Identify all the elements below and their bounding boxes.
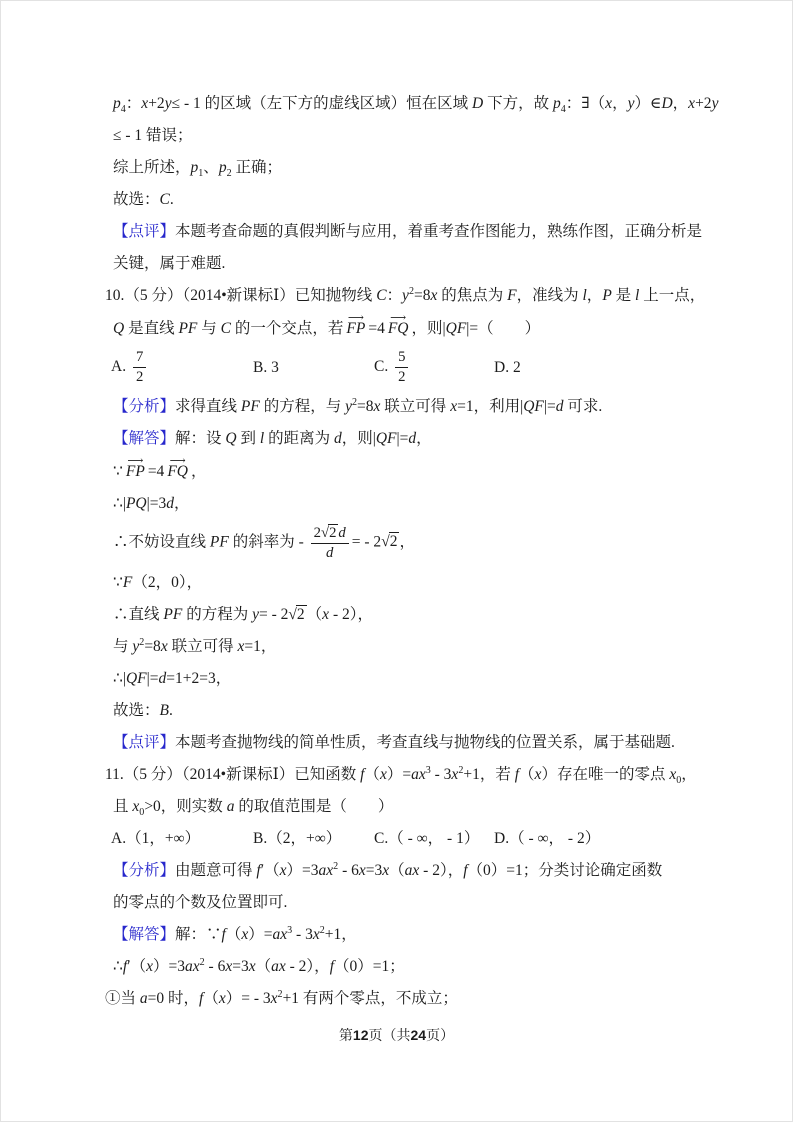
text-segment: - 2）， xyxy=(329,605,373,623)
text-segment: x xyxy=(237,637,245,655)
text-segment: ， xyxy=(586,287,603,304)
text-segment: ′（ xyxy=(127,957,147,975)
text-segment: =3 xyxy=(365,861,383,879)
text-segment: =4 xyxy=(147,462,165,480)
q10-options-row xyxy=(105,349,697,386)
text-segment: F xyxy=(507,287,517,304)
text-segment: +1 有两个零点，不成立； xyxy=(282,989,458,1007)
text-segment: x xyxy=(132,797,140,815)
text-segment: x xyxy=(688,95,696,112)
text-segment: （ xyxy=(519,765,535,783)
q11-options-row xyxy=(105,827,697,850)
text-segment: x xyxy=(146,957,153,975)
superscript: 2 xyxy=(408,285,414,297)
text-segment: D xyxy=(661,95,673,112)
subscript: 2 xyxy=(226,168,232,180)
text-segment: ′（ xyxy=(260,861,280,879)
vector-notation: ⟶ FQ xyxy=(167,459,188,483)
text-segment: 第 xyxy=(338,1029,353,1044)
text-segment: （ xyxy=(225,925,242,943)
text-segment: |=（ ） xyxy=(466,320,541,337)
text-segment: ， xyxy=(612,95,628,112)
text-segment: x xyxy=(534,765,542,783)
fraction-numerator xyxy=(311,524,349,544)
line-q9-summary xyxy=(105,156,697,179)
text-segment: =1， xyxy=(244,637,277,655)
text-segment: x xyxy=(141,95,149,112)
text-segment: 24 xyxy=(410,1027,427,1043)
text-segment: 的一个交点，若 xyxy=(231,320,344,337)
text-segment: f xyxy=(463,861,468,879)
text-segment: QF xyxy=(125,669,147,687)
text-segment: Q xyxy=(113,320,125,337)
sqrt-expression xyxy=(288,606,306,623)
line-q11-analysis-1 xyxy=(105,859,697,882)
line-q11-analysis-2 xyxy=(105,891,697,914)
text-segment: D.（ - ∞， - 2） xyxy=(494,829,601,847)
text-segment: ∵ xyxy=(113,573,123,591)
text-segment: ax xyxy=(271,957,286,975)
text-segment: C xyxy=(376,287,387,304)
text-segment: a xyxy=(139,989,148,1007)
text-segment: p xyxy=(113,95,121,112)
fraction-numerator xyxy=(133,349,146,368)
text-segment: |= xyxy=(396,429,409,447)
line-q10-review xyxy=(105,731,697,754)
text-segment: D xyxy=(472,95,484,112)
text-segment: x xyxy=(248,957,256,975)
line-q10-solution-6 xyxy=(105,603,697,626)
superscript: 2 xyxy=(352,396,358,408)
text-segment: 解：∵ xyxy=(175,925,222,943)
text-segment: x xyxy=(312,925,320,943)
text-segment: ax xyxy=(318,861,334,879)
subscript: 4 xyxy=(120,104,126,116)
text-segment: ax xyxy=(411,765,426,783)
text-segment: ）=3 xyxy=(286,861,319,879)
text-segment: 与 xyxy=(113,637,133,655)
radicand: 2 xyxy=(389,533,398,551)
text-segment: f xyxy=(122,957,128,975)
text-segment: d xyxy=(408,429,417,447)
text-segment: PF xyxy=(209,533,229,551)
text-segment: x xyxy=(279,861,287,879)
text-segment: ∴| xyxy=(113,669,126,687)
text-segment: 7 xyxy=(135,349,144,365)
text-segment: d xyxy=(326,544,334,561)
text-segment: ： xyxy=(125,95,142,112)
text-segment: y xyxy=(711,95,719,112)
fraction-denominator xyxy=(395,368,408,386)
text-segment: y xyxy=(164,95,172,112)
text-segment: C.（ - ∞， - 1） xyxy=(374,829,480,847)
text-segment: d xyxy=(158,669,167,687)
section-label: 【解答】 xyxy=(113,925,176,943)
text-segment: - 2）， xyxy=(419,861,464,879)
section-label: 【点评】 xyxy=(113,223,176,240)
text-segment: d xyxy=(338,524,346,541)
section-label: 【解答】 xyxy=(113,429,176,447)
text-segment: B.（2，+∞） xyxy=(253,829,342,847)
q10-option-a xyxy=(111,349,253,386)
superscript: 3 xyxy=(287,924,293,936)
text-segment: f xyxy=(514,765,520,783)
line-q11-header-1 xyxy=(105,763,697,786)
text-segment: C xyxy=(220,320,232,337)
text-segment: a xyxy=(226,797,235,815)
q10-option-b xyxy=(253,356,374,379)
line-q11-solution-1 xyxy=(105,923,697,946)
line-q10-solution-2 xyxy=(105,459,697,483)
text-segment: x xyxy=(605,95,613,112)
text-segment: ax xyxy=(404,861,420,879)
text-segment: 本题考查命题的真假判断与应用，着重考查作图能力，熟练作图，正确分析是 xyxy=(175,223,703,240)
text-segment: ，准线为 xyxy=(516,287,583,304)
text-segment: 的方程，与 xyxy=(259,397,346,415)
text-segment: ， xyxy=(399,533,415,551)
text-segment: 上一点， xyxy=(639,287,706,304)
subscript: 0 xyxy=(676,774,682,786)
text-segment: x xyxy=(373,397,381,415)
text-segment: =8 xyxy=(413,287,431,304)
text-segment: y xyxy=(345,397,352,415)
line-q11-solution-2 xyxy=(105,955,697,978)
text-segment: = - 2 xyxy=(351,533,382,551)
text-segment: C. xyxy=(374,357,393,375)
text-segment: x xyxy=(669,765,677,783)
line-q11-case-1 xyxy=(105,987,697,1010)
text-segment: QF xyxy=(375,429,397,447)
line-q11-header-2 xyxy=(105,795,697,818)
text-segment: B xyxy=(159,701,169,719)
text-segment: ax xyxy=(272,925,288,943)
vector-notation: ⟶ FP xyxy=(346,316,365,340)
text-segment: ∴| xyxy=(113,494,126,512)
line-q9-review-cont xyxy=(105,252,697,275)
radical-sign: √ xyxy=(288,605,297,623)
line-p4-region-statement xyxy=(105,92,719,116)
text-segment: F xyxy=(122,573,133,591)
text-segment: ①当 xyxy=(105,989,140,1007)
fraction-numerator xyxy=(395,349,408,368)
text-segment: p xyxy=(218,159,227,176)
text-segment: ）=3 xyxy=(152,957,185,975)
text-segment: y xyxy=(132,637,140,655)
text-segment: l xyxy=(582,287,587,304)
text-segment: x xyxy=(379,765,387,783)
subscript: 0 xyxy=(139,806,145,818)
text-segment: ， xyxy=(681,765,697,783)
superscript: 2 xyxy=(277,988,283,1000)
text-segment: （0）=1；分类讨论确定函数 xyxy=(467,861,663,879)
text-segment: PF xyxy=(240,397,260,415)
text-segment: d xyxy=(333,429,342,447)
line-q10-solution-8 xyxy=(105,667,697,690)
line-q10-header-1 xyxy=(105,284,706,307)
text-segment: ≤ - 1 错误； xyxy=(113,127,193,144)
text-segment: x xyxy=(430,287,438,304)
superscript: 2 xyxy=(333,860,339,872)
text-segment: 5 xyxy=(398,349,406,365)
text-segment: D. 2 xyxy=(494,358,521,376)
text-segment: 的取值范围是（ ） xyxy=(234,797,394,815)
text-segment: 是直线 xyxy=(124,320,179,337)
text-segment: =8 xyxy=(144,637,161,655)
text-segment: f xyxy=(256,861,261,879)
superscript: 3 xyxy=(425,764,431,776)
radicand: 2 xyxy=(329,524,337,541)
text-segment: - 6 xyxy=(338,861,359,879)
text-segment: >0，则实数 xyxy=(144,797,227,815)
text-segment: A. xyxy=(111,357,130,375)
text-segment: =4 xyxy=(368,320,385,337)
line-q9-answer xyxy=(105,188,697,211)
text-segment: 12 xyxy=(352,1027,369,1043)
text-segment: （2，0）， xyxy=(132,573,203,591)
text-segment: x xyxy=(382,861,390,879)
text-segment: . xyxy=(168,701,173,719)
text-segment: ，则| xyxy=(341,429,376,447)
text-segment: （ xyxy=(203,989,219,1007)
page-footer xyxy=(0,1025,793,1047)
text-segment: y xyxy=(402,287,409,304)
text-segment: 解：设 xyxy=(175,429,226,447)
fraction xyxy=(133,349,146,386)
subscript: 1 xyxy=(198,168,204,180)
text-segment: 、 xyxy=(203,159,219,176)
radical-sign: √ xyxy=(320,524,330,541)
text-segment: - 3 xyxy=(292,925,313,943)
text-segment: ， xyxy=(190,462,207,480)
text-segment: 综上所述， xyxy=(113,159,191,176)
text-segment: d xyxy=(555,397,564,415)
line-q10-analysis xyxy=(105,395,697,418)
text-segment: x xyxy=(450,397,458,415)
text-segment: C xyxy=(159,191,170,208)
text-segment: +2 xyxy=(695,95,712,112)
text-segment: P xyxy=(602,287,612,304)
text-segment: +2 xyxy=(148,95,165,112)
text-segment: （ xyxy=(364,765,380,783)
text-segment: 2 xyxy=(135,368,144,385)
sqrt-expression xyxy=(321,525,338,541)
fraction-denominator xyxy=(133,368,146,386)
text-segment: ∴ xyxy=(113,957,123,975)
text-segment: =1+2=3， xyxy=(166,669,232,687)
text-segment: 故选： xyxy=(113,701,160,719)
text-segment: 可求. xyxy=(563,397,603,415)
text-segment: 的零点的个数及位置即可. xyxy=(113,893,288,911)
fraction-denominator xyxy=(323,544,336,562)
text-segment: 与 xyxy=(197,320,221,337)
text-segment: x xyxy=(241,925,249,943)
fraction xyxy=(311,524,349,562)
line-q10-solution-1 xyxy=(105,427,697,450)
text-segment: B. 3 xyxy=(253,358,279,376)
text-segment: 11.（5 分）（2014•新课标Ⅰ）已知函数 xyxy=(105,765,361,783)
text-segment: Q xyxy=(225,429,237,447)
q11-option-d xyxy=(494,827,697,850)
text-segment: ， xyxy=(672,95,689,112)
text-segment: 联立可得 xyxy=(380,397,451,415)
text-segment: ： xyxy=(386,287,403,304)
text-segment: - 6 xyxy=(204,957,226,975)
sqrt-expression xyxy=(381,533,399,550)
line-q9-review xyxy=(105,220,703,243)
text-segment: 到 xyxy=(236,429,260,447)
text-segment: 的焦点为 xyxy=(437,287,508,304)
text-segment: l xyxy=(635,287,640,304)
text-segment: ∴直线 xyxy=(113,605,164,623)
text-segment: p xyxy=(552,95,561,112)
q11-option-a xyxy=(111,827,253,850)
text-segment: ）= - 3 xyxy=(225,989,271,1007)
line-q10-answer xyxy=(105,699,697,722)
superscript: 2 xyxy=(199,956,205,968)
text-segment: ax xyxy=(184,957,200,975)
text-segment: 的方程为 xyxy=(182,605,253,623)
text-segment: l xyxy=(259,429,265,447)
text-segment: x xyxy=(358,861,366,879)
text-segment: ∴不妨设直线 xyxy=(113,533,210,551)
text-segment: （ xyxy=(306,605,323,623)
vector-notation: ⟶ FQ xyxy=(388,316,409,340)
text-segment: y xyxy=(627,95,635,112)
section-label: 【点评】 xyxy=(113,733,176,751)
text-segment: QF xyxy=(445,320,467,337)
text-segment: QF xyxy=(523,397,544,415)
q11-option-c xyxy=(374,827,494,850)
text-segment: 2 xyxy=(398,368,406,385)
text-segment: PQ xyxy=(125,494,147,512)
text-segment: d xyxy=(166,494,174,512)
text-segment: f xyxy=(221,925,226,943)
text-segment: y xyxy=(252,605,259,623)
text-segment: ）存在唯一的零点 xyxy=(541,765,670,783)
text-segment: f xyxy=(329,957,334,975)
text-segment: =3 xyxy=(232,957,249,975)
text-segment: （0）=1； xyxy=(334,957,405,975)
q11-option-b xyxy=(253,827,374,850)
text-segment: . xyxy=(169,191,174,208)
section-label: 【分析】 xyxy=(113,861,176,879)
q10-option-d xyxy=(494,356,697,379)
text-segment: x xyxy=(160,637,168,655)
text-segment: - 3 xyxy=(430,765,452,783)
text-segment: ：∃（ xyxy=(565,95,606,112)
text-segment: ∵ xyxy=(113,462,123,480)
line-q10-solution-7 xyxy=(105,635,697,658)
text-segment: PF xyxy=(163,605,183,623)
text-segment: x xyxy=(270,989,278,1007)
radical-sign: √ xyxy=(381,533,390,551)
text-segment: = - 2 xyxy=(258,605,289,623)
line-q10-solution-4 xyxy=(105,524,697,562)
radicand: 2 xyxy=(296,605,305,623)
superscript: 2 xyxy=(458,764,464,776)
line-q10-solution-5 xyxy=(105,571,697,594)
text-segment: 的斜率为 - xyxy=(228,533,308,551)
line-p4-wrong xyxy=(105,124,697,147)
text-segment: ≤ - 1 的区域（左下方的虚线区域）恒在区域 xyxy=(171,95,472,112)
superscript: 2 xyxy=(319,924,325,936)
text-segment: p xyxy=(190,159,199,176)
text-segment: |=3 xyxy=(146,494,167,512)
text-segment: =0 时， xyxy=(147,989,200,1007)
text-segment: 本题考查抛物线的简单性质，考查直线与抛物线的位置关系，属于基础题. xyxy=(175,733,675,751)
text-segment: 下方，故 xyxy=(483,95,553,112)
text-segment: ，则| xyxy=(411,320,446,337)
page-content xyxy=(105,92,719,1019)
text-segment: =8 xyxy=(357,397,374,415)
text-segment: 正确； xyxy=(231,159,282,176)
text-segment: 的距离为 xyxy=(264,429,334,447)
text-segment: ， xyxy=(416,429,432,447)
text-segment: x xyxy=(322,605,330,623)
fraction xyxy=(395,349,408,386)
text-segment: x xyxy=(225,957,233,975)
text-segment: - 2）， xyxy=(285,957,330,975)
text-segment: ）= xyxy=(248,925,273,943)
text-segment: f xyxy=(360,765,365,783)
text-segment: x xyxy=(451,765,459,783)
text-segment: 10.（5 分）（2014•新课标Ⅰ）已知抛物线 xyxy=(105,287,377,304)
text-segment: ， xyxy=(174,494,190,512)
text-segment: 是 xyxy=(611,287,636,304)
text-segment: PF xyxy=(178,320,198,337)
section-label: 【分析】 xyxy=(113,397,176,415)
text-segment: 页） xyxy=(426,1029,455,1044)
text-segment: 关键，属于难题. xyxy=(113,255,226,272)
text-segment: 故选： xyxy=(113,191,160,208)
text-segment: ）= xyxy=(386,765,412,783)
text-segment: x xyxy=(218,989,226,1007)
text-segment: 联立可得 xyxy=(167,637,238,655)
text-segment: =1，利用| xyxy=(457,397,524,415)
text-segment: 2 xyxy=(313,524,321,541)
text-segment: |= xyxy=(146,669,159,687)
text-segment: 求得直线 xyxy=(175,397,241,415)
q10-option-c xyxy=(374,349,494,386)
text-segment: +1，若 xyxy=(463,765,515,783)
line-q10-header-2 xyxy=(105,316,697,340)
text-segment: 页（共 xyxy=(368,1029,411,1044)
text-segment: A.（1，+∞） xyxy=(111,829,201,847)
text-segment: 且 xyxy=(113,797,133,815)
vector-notation: ⟶ FP xyxy=(126,459,145,483)
text-segment: 由题意可得 xyxy=(175,861,257,879)
text-segment: ）∈ xyxy=(634,95,662,112)
text-segment: |= xyxy=(543,397,556,415)
text-segment: f xyxy=(199,989,204,1007)
line-q10-solution-3 xyxy=(105,492,697,515)
superscript: 2 xyxy=(139,636,145,648)
subscript: 4 xyxy=(560,104,566,116)
text-segment: （ xyxy=(255,957,272,975)
text-segment: （ xyxy=(389,861,405,879)
text-segment: +1， xyxy=(324,925,357,943)
